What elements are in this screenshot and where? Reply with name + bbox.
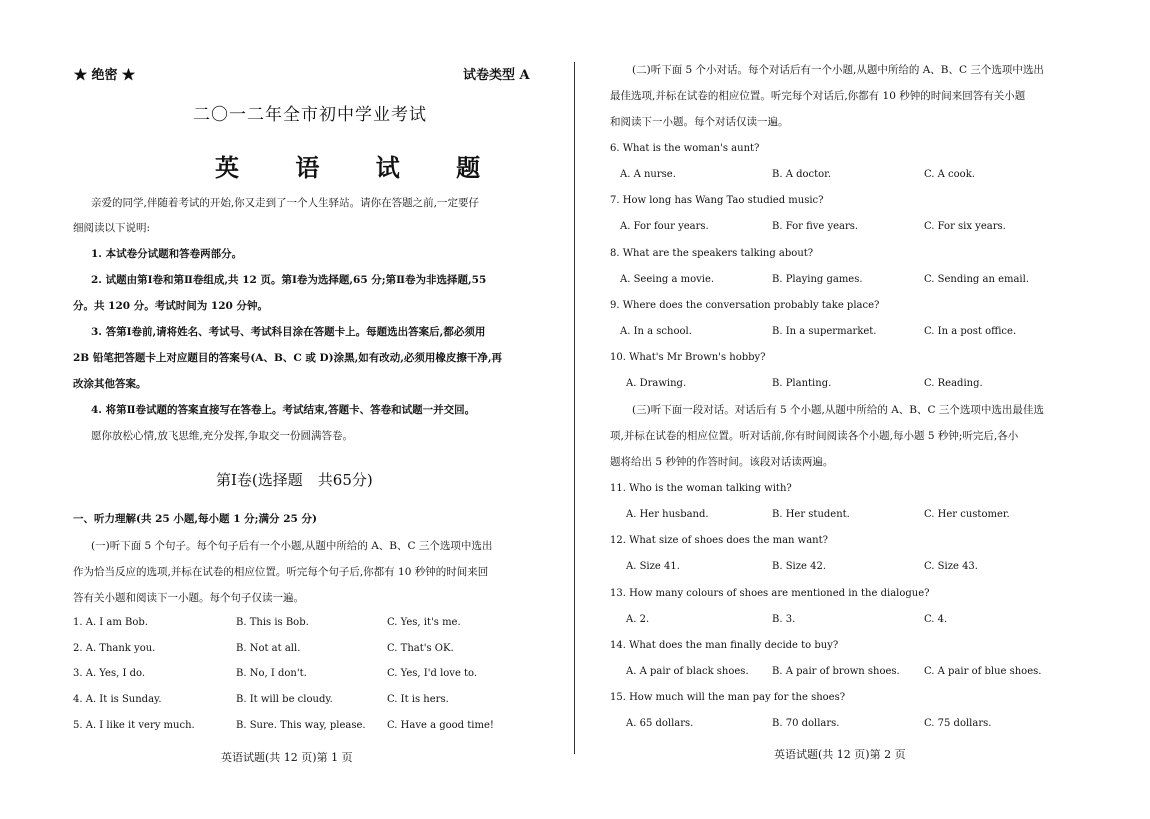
option-c: C. Yes, I'd love to.: [387, 668, 478, 679]
option-a: A. A nurse.: [620, 169, 676, 180]
option-b: B. Sure. This way, please.: [236, 720, 366, 731]
sub3-intro-line: 题将给出 5 秒钟的作答时间。该段对话读两遍。: [610, 456, 834, 468]
option-a: A. In a school.: [620, 326, 692, 337]
option-b: B. A pair of brown shoes.: [772, 666, 900, 677]
page-footer: 英语试题(共 12 页)第 1 页: [221, 751, 353, 764]
option-c: C. A cook.: [924, 169, 975, 180]
instruction-line: 1. 本试卷分试题和答卷两部分。: [91, 248, 243, 260]
option-b: B. 70 dollars.: [772, 718, 840, 729]
option-b: B. Size 42.: [772, 561, 827, 572]
sub2-intro-line: 最佳选项,并标在试卷的相应位置。听完每个对话后,你都有 10 秒钟的时间来回答有关小题: [610, 90, 1026, 102]
option-b: B. For five years.: [772, 221, 859, 232]
option-a: 3. A. Yes, I do.: [73, 668, 145, 679]
section-heading: 一、听力理解(共 25 小题,每小题 1 分;满分 25 分): [73, 513, 317, 525]
option-b: B. Planting.: [772, 378, 832, 389]
question-text: 10. What's Mr Brown's hobby?: [610, 352, 766, 363]
option-c: C. For six years.: [924, 221, 1006, 232]
option-c: C. Reading.: [924, 378, 983, 389]
option-a: A. A pair of black shoes.: [626, 666, 749, 677]
question-text: 9. Where does the conversation probably take place?: [610, 300, 880, 311]
option-b: B. This is Bob.: [236, 617, 309, 628]
question-text: 15. How much will the man pay for the shoes?: [610, 692, 846, 703]
intro-line: 亲爱的同学,伴随着考试的开始,你又走到了一个人生驿站。请你在答题之前,一定要仔: [91, 197, 480, 209]
option-a: A. Her husband.: [626, 509, 709, 520]
question-text: 13. How many colours of shoes are mentioned in the dialogue?: [610, 588, 930, 599]
option-b: B. Not at all.: [236, 643, 301, 654]
option-c: C. Yes, it's me.: [387, 617, 461, 628]
wish-line: 愿你放松心情,放飞思维,充分发挥,争取交一份圆满答卷。: [91, 430, 354, 442]
question-text: 11. Who is the woman talking with?: [610, 483, 792, 494]
question-text: 7. How long has Wang Tao studied music?: [610, 195, 824, 206]
option-c: C. Sending an email.: [924, 274, 1029, 285]
instruction-line: 2. 试题由第Ⅰ卷和第Ⅱ卷组成,共 12 页。第Ⅰ卷为选择题,65 分;第Ⅱ卷为非选择题,55: [91, 274, 487, 286]
confidential-mark: ★ 绝密 ★: [74, 68, 136, 83]
option-b: B. A doctor.: [772, 169, 832, 180]
option-c: C. 4.: [924, 614, 948, 625]
question-text: 12. What size of shoes does the man want?: [610, 535, 828, 546]
instruction-line: 分。共 120 分。考试时间为 120 分钟。: [73, 300, 268, 312]
option-c: C. Have a good time!: [387, 720, 494, 731]
question-text: 14. What does the man finally decide to buy?: [610, 640, 839, 651]
question-text: 8. What are the speakers talking about?: [610, 248, 814, 259]
option-c: C. It is hers.: [387, 694, 449, 705]
option-a: 2. A. Thank you.: [73, 643, 156, 654]
part-heading: 第Ⅰ卷(选择题 共65分): [216, 471, 373, 489]
option-c: C. 75 dollars.: [924, 718, 992, 729]
option-b: B. 3.: [772, 614, 796, 625]
intro-line: 细阅读以下说明:: [73, 222, 151, 234]
option-a: A. For four years.: [620, 221, 709, 232]
subject-title: 英 语 试 题: [215, 153, 505, 182]
page-footer: 英语试题(共 12 页)第 2 页: [774, 748, 906, 761]
option-c: C. Her customer.: [924, 509, 1010, 520]
option-a: 1. A. I am Bob.: [73, 617, 148, 628]
option-b: B. No, I don't.: [236, 668, 307, 679]
page-2: [578, 0, 1150, 819]
question-text: 6. What is the woman's aunt?: [610, 143, 760, 154]
option-b: B. It will be cloudy.: [236, 694, 333, 705]
option-c: C. Size 43.: [924, 561, 978, 572]
option-a: A. 65 dollars.: [626, 718, 694, 729]
option-b: B. In a supermarket.: [772, 326, 877, 337]
exam-title: 二〇一二年全市初中学业考试: [193, 105, 427, 125]
instruction-line: 4. 将第Ⅱ卷试题的答案直接写在答卷上。考试结束,答题卡、答卷和试题一并交回。: [91, 404, 476, 416]
option-a: 5. A. I like it very much.: [73, 720, 195, 731]
sub1-intro-line: 作为恰当反应的选项,并标在试卷的相应位置。听完每个句子后,你都有 10 秒钟的时间来回: [73, 566, 489, 578]
option-b: B. Her student.: [772, 509, 850, 520]
column-divider: [574, 62, 575, 754]
instruction-line: 改涂其他答案。: [73, 378, 147, 390]
sub2-intro-line: (二)听下面 5 个小对话。每个对话后有一个小题,从题中所给的 A、B、C 三个选项中选出: [632, 64, 1044, 76]
option-a: A. Size 41.: [626, 561, 680, 572]
sub1-intro-line: (一)听下面 5 个句子。每个句子后有一个小题,从题中所给的 A、B、C 三个选项中选出: [91, 540, 493, 552]
option-c: C. In a post office.: [924, 326, 1017, 337]
option-c: C. That's OK.: [387, 643, 454, 654]
sub3-intro-line: 项,并标在试卷的相应位置。听对话前,你有时间阅读各个小题,每小题 5 秒钟;听完后,各小: [610, 430, 1019, 442]
option-a: 4. A. It is Sunday.: [73, 694, 162, 705]
instruction-line: 2B 铅笔把答题卡上对应题目的答案号(A、B、C 或 D)涂黑,如有改动,必须用橡皮擦干净,再: [73, 352, 503, 364]
option-a: A. Seeing a movie.: [620, 274, 715, 285]
sub3-intro-line: (三)听下面一段对话。对话后有 5 个小题,从题中所给的 A、B、C 三个选项中选出最佳选: [632, 404, 1044, 416]
sub2-intro-line: 和阅读下一小题。每个对话仅读一遍。: [610, 116, 789, 128]
option-a: A. Drawing.: [626, 378, 687, 389]
sub1-intro-line: 答有关小题和阅读下一小题。每个句子仅读一遍。: [73, 592, 304, 604]
option-a: A. 2.: [626, 614, 650, 625]
option-c: C. A pair of blue shoes.: [924, 666, 1042, 677]
option-b: B. Playing games.: [772, 274, 863, 285]
paper-type-label: 试卷类型 A: [463, 68, 530, 83]
instruction-line: 3. 答第Ⅰ卷前,请将姓名、考试号、考试科目涂在答题卡上。每题选出答案后,都必须用: [91, 326, 486, 338]
